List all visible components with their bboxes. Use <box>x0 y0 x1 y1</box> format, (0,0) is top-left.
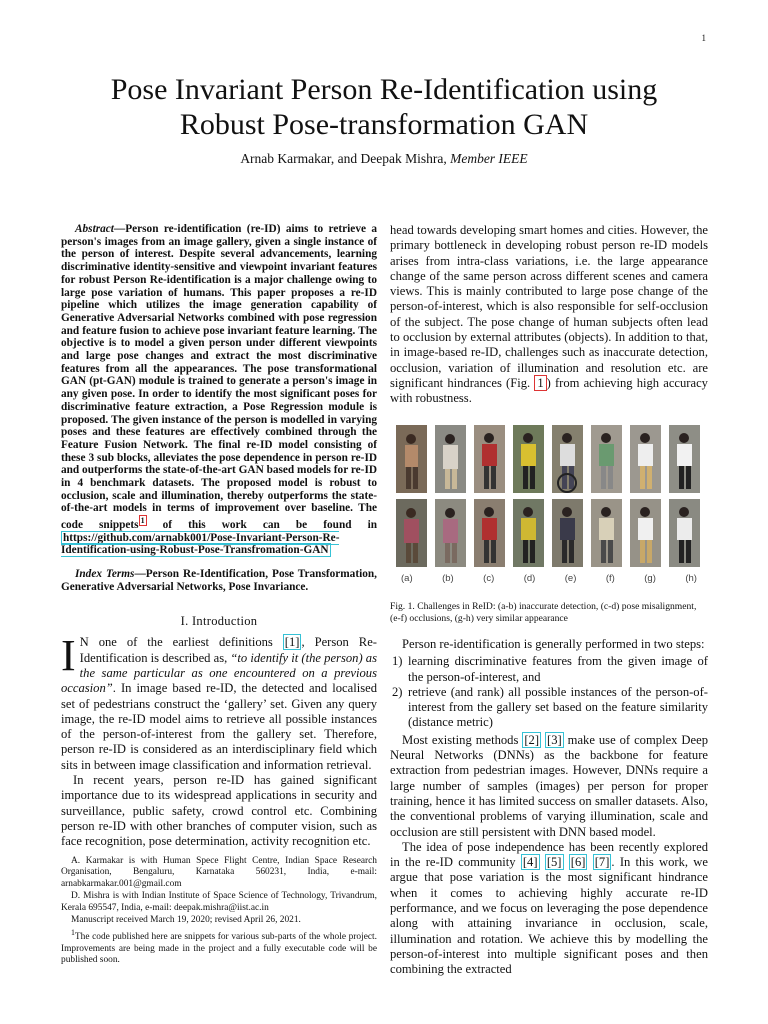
pedestrian-image-h2 <box>669 499 700 567</box>
author-names: Arnab Karmakar, and Deepak Mishra, <box>240 151 447 166</box>
figure-label-c: (c) <box>483 573 495 584</box>
right-paragraph-4 <box>390 840 708 978</box>
figure-label-f: (f) <box>605 573 615 584</box>
step-2-number: 2) <box>392 684 403 699</box>
pedestrian-image-d1 <box>513 425 544 493</box>
pedestrian-image-c2 <box>474 499 505 567</box>
right-paragraph-1 <box>390 223 708 407</box>
pedestrian-image-g2 <box>630 499 661 567</box>
authors <box>0 151 768 167</box>
right-p4-b: . In this work, we argue that pose variation is the most significant hindrance when it comes to achieving highly accurate re-ID performance, and we focus on leveraging the pose dependence along with attaining invariance in occlusion, scale, illumination and rotation. We achieve this by modelling the person-of-interest into multiple significant poses and then combining the extracted <box>390 855 708 977</box>
index-terms-text: —Person Re-Identification, Pose Transformation, Generative Adversarial Networks, Pose Invariance. <box>61 568 377 594</box>
pedestrian-image-g1 <box>630 425 661 493</box>
figure-label-d: (d) <box>523 573 536 584</box>
right-paragraph-2: Person re-identification is generally performed in two steps: <box>402 637 705 651</box>
citation-5[interactable]: [5] <box>546 855 562 870</box>
intro-paragraph-2: In recent years, person re-ID has gained significant importance due to its widespread applications in security and surveillance, public safety, crowd control etc. Combining person re-ID with other branches of computer vision, such as face recognition, pose determination, activity recognition etc. <box>61 773 377 849</box>
footnote-marker[interactable]: 1 <box>140 516 145 526</box>
section-heading-introduction: I. Introduction <box>180 614 258 629</box>
footnote-author-a: A. Karmakar is with Human Spece Flight Centre, Indian Space Research Organisation, Bengaluru, Karnataka 560231, India, e-mail: arnabkarmakar.001@gmail.com <box>61 856 377 889</box>
figure-labels <box>396 573 702 584</box>
right-column <box>390 223 708 407</box>
pedestrian-image-a2 <box>396 499 427 567</box>
abstract-tail: of this work can be found in <box>146 518 377 531</box>
pedestrian-image-h1 <box>669 425 700 493</box>
citation-1[interactable]: [1] <box>284 635 300 650</box>
abstract-text: —Person re-identification (re-ID) aims to retrieve a person's images from an image gallery, given a single instance of the person of interest. Despite several advancements, learning discriminative identity-sensitive and viewpoint invariant features for robust Person Re-identification is a major challenge owing to large pose variation of humans. This paper proposes a re-ID pipeline which utilizes the image generation capability of Generative Adversarial Networks combined with pose regression and feature fusion to achieve pose invariant feature learning. The objective is to model a given person under different viewpoints and large pose changes and extract the most discriminative features from all the appearances. The pose transformational GAN (pt-GAN) module is trained to generate a person's image in any given pose. In order to identify the most significant poses for discriminative feature extraction, a Pose Regression module is proposed. The given instance of the person is modelled in varying poses and these features are effectively combined through the Feature Fusion Network. The final re-ID model consisting of these 3 sub blocks, alleviates the pose dependence in person re-ID and outperforms the state-of-the-art GAN based models for re-ID in 4 benchmark datasets. The proposed model is robust to occlusion, scale and illumination, thereby outperforms the state-of-the-art models in terms of improvement over baseline. The code snippets <box>61 223 377 531</box>
left-column <box>61 223 377 850</box>
pedestrian-image-c1 <box>474 425 505 493</box>
title-line-1: Pose Invariant Person Re-Identification using <box>110 73 658 106</box>
index-terms <box>61 568 377 594</box>
figure-row-2 <box>396 499 702 567</box>
intro-p1-c: . In image based re-ID, the detected and localised set of pedestrians construct the ‘gallery’ set. Given any query image, the re-ID model aims to retrieve all possible instances of the person-of-interest from the gallery set. Therefore, person re-ID is considered as an interdisciplinary field which sits in between image classification and information retrieval. <box>61 681 377 772</box>
step-2-text: retrieve (and rank) all possible instances of the person-of-interest from the gallery set based on the feature similarity (distance metric) <box>408 684 708 730</box>
intro-paragraph-1 <box>61 631 377 773</box>
footnotes <box>61 856 377 968</box>
pedestrian-image-b1 <box>435 425 466 493</box>
right-column-lower <box>390 637 708 978</box>
paper-title <box>0 72 768 142</box>
figure-row-1 <box>396 425 702 493</box>
pedestrian-image-e1 <box>552 425 583 493</box>
citation-6[interactable]: [6] <box>570 855 586 870</box>
pedestrian-image-d2 <box>513 499 544 567</box>
step-1-number: 1) <box>392 654 403 669</box>
footnote-1 <box>61 927 377 966</box>
drop-cap: I <box>61 631 76 681</box>
citation-4[interactable]: [4] <box>522 855 538 870</box>
figure-label-a: (a) <box>401 573 413 584</box>
pedestrian-image-f2 <box>591 499 622 567</box>
code-link[interactable]: https://github.com/arnabk001/Pose-Invariant-Person-Re-Identification-using-Robust-Pose-Transfromation-GAN <box>61 531 340 557</box>
steps-list <box>390 654 708 730</box>
figure-1 <box>396 425 702 584</box>
pedestrian-image-e2 <box>552 499 583 567</box>
abstract-label: Abstract <box>75 223 114 235</box>
footnote-manuscript: Manuscript received March 19, 2020; revised April 26, 2021. <box>71 915 301 926</box>
figure-caption: Fig. 1. Challenges in ReID: (a-b) inaccurate detection, (c-d) pose misalignment, (e-f) occlusions, (g-h) very similar appearance <box>390 601 697 624</box>
footnote-author-b: D. Mishra is with Indian Institute of Space Science of Technology, Trivandrum, Kerala 695547, India, e-mail: deepak.mishra@iist.ac.in <box>61 891 377 913</box>
footnote-1-text: The code published here are snippets for various sub-parts of the whole project. Improvements are being made in the project and a fully executable code will be published soon. <box>61 932 377 966</box>
right-p1-b: ) from achieving high accuracy with robustness. <box>390 375 708 406</box>
right-p1-a: head towards developing smart homes and cities. However, the primary bottleneck in developing robust person re-ID models arises from intra-class variations, i.e. the large appearance change of the same person across different scenes and camera views. This is mainly contributed to large pose change of the person-of-interest, which is also responsible for self-occlusion of the subject. The pose change of human subjects often lead to occlusion by external attributes (objects). In addition to that, in image-based re-ID, challenges such as inaccurate detection, occlusion, variation of illumination and resolution etc. are significant hindrances (Fig. <box>390 223 708 390</box>
index-terms-label: Index Terms <box>75 568 135 581</box>
right-p3-a: Most existing methods <box>402 732 523 747</box>
figure-label-e: (e) <box>564 573 577 584</box>
abstract <box>61 223 377 557</box>
citation-7[interactable]: [7] <box>594 855 610 870</box>
step-1-text: learning discriminative features from the given image of the person-of-interest, and <box>408 654 708 684</box>
author-role: Member IEEE <box>450 151 528 166</box>
page-number: 1 <box>701 33 706 43</box>
step-2 <box>390 685 708 731</box>
right-p3-b: make use of complex Deep Neural Networks (DNNs) as the backbone for feature extraction from pedestrian images. However, DNNs require a large number of samples (images) per person for proper training, hence it has limited success on smaller datasets. Also, the conventional problems of varying illumination, scale and occlusion are still persistent with DNN based model. <box>390 732 708 839</box>
pedestrian-image-b2 <box>435 499 466 567</box>
footnote-1-mark: 1 <box>71 928 75 938</box>
right-p4-a: The idea of pose independence has been recently explored in the re-ID community <box>390 839 708 870</box>
pedestrian-image-a1 <box>396 425 427 493</box>
title-line-2: Robust Pose-transformation GAN <box>179 108 589 141</box>
right-paragraph-3 <box>390 733 708 840</box>
figure-label-b: (b) <box>442 573 454 584</box>
intro-quote: “to identify it (the person) as the same particular as one encountered on a previous occasion” <box>61 650 377 696</box>
citation-2[interactable]: [2] <box>524 732 540 747</box>
step-1 <box>390 654 708 685</box>
intro-p1-a: N one of the earliest definitions <box>79 635 283 650</box>
figure-ref-1[interactable]: 1 <box>534 375 546 391</box>
figure-label-h: (h) <box>685 573 697 584</box>
citation-3[interactable]: [3] <box>547 732 562 747</box>
intro-p1-b: , Person Re-Identification is described as, <box>79 635 377 665</box>
figure-label-g: (g) <box>644 573 656 584</box>
pedestrian-image-f1 <box>591 425 622 493</box>
